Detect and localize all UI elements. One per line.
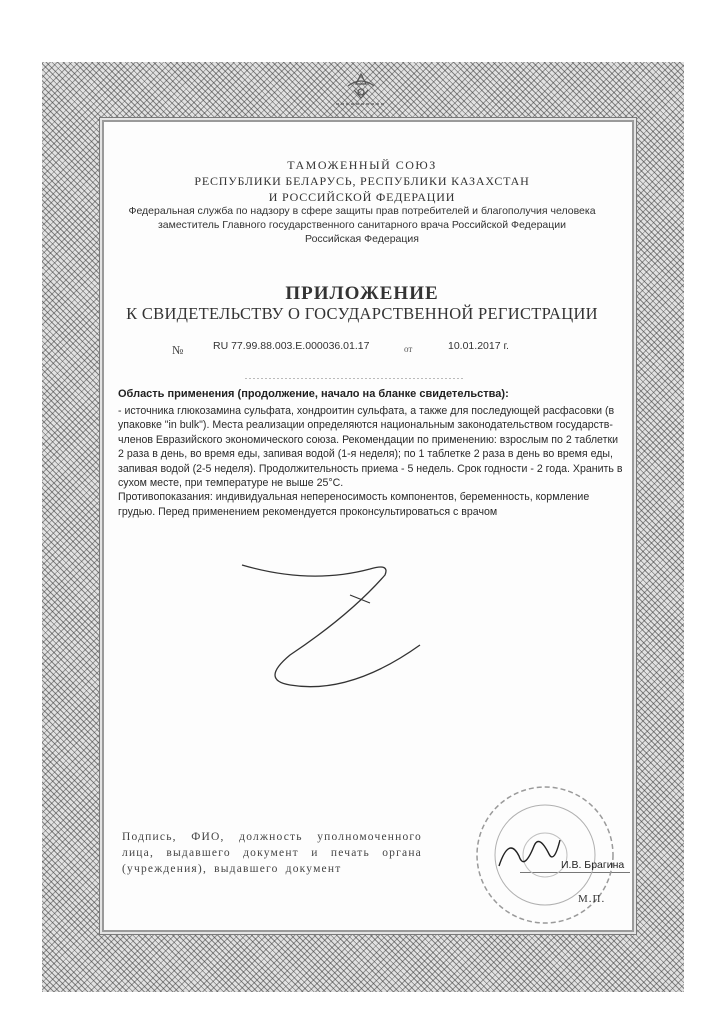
issuing-agency: [100, 204, 624, 246]
agency-line-3: Российская Федерация: [305, 233, 419, 245]
registration-date: 10.01.2017 г.: [448, 340, 509, 352]
republics-line: РЕСПУБЛИКИ БЕЛАРУСЬ, РЕСПУБЛИКИ КАЗАХСТАН: [194, 174, 530, 188]
appendix-subtitle: К СВИДЕТЕЛЬСТВУ О ГОСУДАРСТВЕННОЙ РЕГИСТРАЦИИ: [126, 304, 598, 323]
z-line-mark: [230, 545, 430, 705]
stamp-place-mark: М.П.: [578, 893, 606, 905]
handwritten-signature: [494, 826, 564, 876]
signer-name: И.В. Брагина: [561, 859, 625, 871]
agency-line-1: Федеральная служба по надзору в сфере защиты прав потребителей и благополучия человека: [128, 205, 596, 217]
date-label: от: [404, 344, 413, 354]
registration-number: RU 77.99.88.003.Е.000036.01.17: [213, 340, 370, 352]
customs-union-title: ТАМОЖЕННЫЙ СОЮЗ: [287, 158, 437, 172]
scope-text: [118, 404, 624, 519]
scope-paragraph: - источника глюкозамина сульфата, хондроитин сульфата, а также для последующей расфасовки (в упаковке "in bulk"). Места реализации определяются национальным законодательством государств-членов Евразийского экономического союза. Рекомендации по применению: взрослым по 2 таблетки 2 раза в день, во время еды, запивая водой (1-я неделя); по 1 таблетке 2 раза в день во время еды, запивая водой (2-5 неделя). Продолжительность приема - 5 недель. Срок годности - 2 года. Хранить в сухом месте, при температуре не выше 25°С.: [118, 405, 623, 490]
agency-line-2: заместитель Главного государственного санитарного врача Российской Федерации: [157, 219, 567, 231]
appendix-title: ПРИЛОЖЕНИЕ: [285, 283, 439, 304]
signature-caption: Подпись, ФИО, должность уполномоченного лица, выдавшего документ и печать органа (учреждения), выдавшего документ: [122, 831, 422, 875]
russian-federation-line: И РОССИЙСКОЙ ФЕДЕРАЦИИ: [268, 190, 456, 204]
number-label: №: [172, 343, 184, 357]
divider: [245, 378, 465, 379]
scope-heading: Область применения (продолжение, начало на бланке свидетельства):: [118, 388, 509, 400]
scope-paragraph: Противопоказания: индивидуальная непереносимость компонентов, беременность, кормление грудью. Перед применением рекомендуется проконсультироваться с врачом: [118, 491, 590, 518]
emblem-icon: [326, 68, 396, 112]
